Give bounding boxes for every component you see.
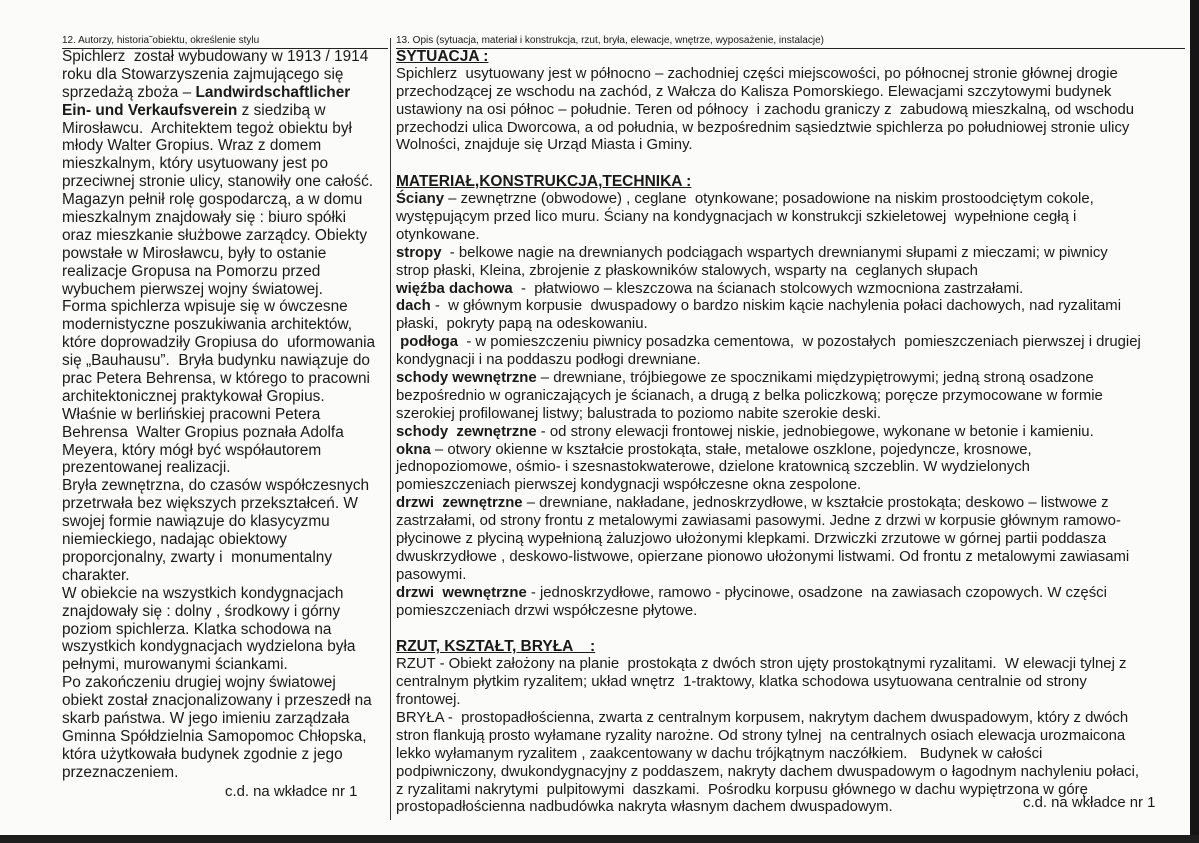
text-segment: centralnym płytkim ryzalitem; układ wnętrz 1-traktowy, klatka schodowa usytuowana centralnie od strony xyxy=(396,674,1087,691)
text-line xyxy=(62,459,388,477)
text-segment: swojej formie nawiązuje do klasycyzmu xyxy=(62,513,330,531)
text-line xyxy=(396,84,1186,102)
text-line xyxy=(62,209,388,227)
text-segment: Meyera, który mógł być współautorem xyxy=(62,441,322,459)
text-segment: - od strony elewacji frontowej niskie, jednobiegowe, wykonane w betonie i kamieniu. xyxy=(536,423,1094,440)
text-segment: RZUT - Obiekt założony na planie prostokąta z dwóch stron ujęty prostokątnymi ryzalitami. W elewacji tylnej z xyxy=(396,656,1127,673)
text-segment: - belkowe nagie na drewnianych podciągach wspartych drewnianymi słupami z mieczami; w piwnicy xyxy=(441,244,1108,261)
text-segment: szerokiej profilowanej listwy; balustrada to poziomo nabite szerokie deski. xyxy=(396,405,882,422)
text-segment: – drewniane, trójbiegowe ze spocznikami międzypiętrowymi; jedną stroną osadzone xyxy=(536,370,1094,387)
text-segment: przeznaczeniem. xyxy=(62,763,179,781)
text-line xyxy=(62,567,388,585)
text-line xyxy=(62,531,388,549)
scan-edge-bottom xyxy=(0,835,1199,843)
text-segment: zastrzałami, od strony frontu z metalowymi zawiasami pasowymi. Jedne z drzwi w korpusie głównym ramowo- xyxy=(396,513,1121,530)
text-line xyxy=(62,48,388,66)
text-segment: przeciwnej stronie ulicy, stanowiły one całość. xyxy=(62,173,374,191)
text-segment: która użytkowała budynek zgodnie z jego xyxy=(62,745,343,763)
text-line xyxy=(62,191,388,209)
text-segment: Gminna Spółdzielnia Samopomoc Chłopska, xyxy=(62,727,367,745)
text-line xyxy=(62,370,388,388)
text-segment: bezpośrednio w ograniczających je ścianach, a drugą z belka policzkową; poręcze przymocowane w formie xyxy=(396,387,1103,404)
text-segment: - jednoskrzydłowe, ramowo - płycinowe, osadzone na zawiasach czopowych. W części xyxy=(526,584,1107,601)
text-line xyxy=(62,352,388,370)
text-segment: Właśnie w berlińskiej pracowni Petera xyxy=(62,405,321,423)
text-segment: jednopoziomowe, ośmio- i szesnastokwaterowe, dzielone kratownicą szczeblin. W wydzielonych xyxy=(396,459,1030,476)
text-line xyxy=(62,227,388,245)
text-segment: wybuchem pierwszej wojny światowej. xyxy=(62,280,323,298)
text-segment: mieszkalnym znajdowały się : biuro spółki xyxy=(62,209,346,227)
text-segment: kondygnacji i na poddaszu podłogi drewniane. xyxy=(396,352,701,369)
text-segment: wszystkich kondygnacjach wydzielona była xyxy=(62,638,356,656)
text-line xyxy=(62,656,388,674)
text-segment: znajdowały się : dolny , środkowy i górny xyxy=(62,602,341,620)
text-segment: z siedzibą w xyxy=(237,101,326,119)
text-line xyxy=(396,567,1186,585)
text-segment: Po zakończeniu drugiej wojny światowej xyxy=(62,674,336,692)
text-line xyxy=(62,388,388,406)
bold-term: dach xyxy=(396,298,431,315)
text-segment: pomieszczeniach drzwi współczesne płytowe. xyxy=(396,602,698,619)
section-12-header: 12. Autorzy, historia˜obiektu, określenie stylu xyxy=(62,35,388,49)
text-segment: niemieckiego, nadając obiektowy xyxy=(62,531,288,549)
text-line xyxy=(396,710,1186,728)
text-segment: płaski, pokryty papą na odeskowaniu. xyxy=(396,316,648,333)
bold-term: okna xyxy=(396,441,431,458)
bold-term: drzwi zewnętrzne xyxy=(396,495,523,512)
text-segment: pomieszczeniach pierwszej kondygnacji współczesne okna zespolone. xyxy=(396,477,862,494)
text-segment: otynkowane. xyxy=(396,226,480,243)
bold-term: stropy xyxy=(396,244,442,261)
text-segment: skarb państwa. W jego imieniu zarządzała xyxy=(62,709,350,727)
text-line xyxy=(62,298,388,316)
text-segment: stron flankują prosto wyłamane ryzality narożne. Od strony tylnej na centralnych osiach elewacja urozmaicona xyxy=(396,727,1126,744)
text-segment: dwuskrzydłowe , deskowo-listwowe, opierzane pionowo ułożonymi listwami. Od frontu z metalowymi zawiasami xyxy=(396,548,1130,565)
text-segment: Spichlerz usytuowany jest w północno – zachodniej części miejscowości, po północnej stronie głównej drogie xyxy=(396,65,1118,82)
text-segment: Bryła zewnętrzna, do czasów współczesnych xyxy=(62,477,370,495)
text-line xyxy=(396,245,1186,263)
text-segment: architektonicznej praktykował Gropius. xyxy=(62,387,325,405)
text-segment: przetrwała bez większych przekształceń. W xyxy=(62,495,358,513)
text-line xyxy=(396,191,1186,209)
bold-term: Ein- und Verkaufsverein xyxy=(62,101,238,119)
text-segment: – drewniane, nakładane, jednoskrzydłowe, w kształcie prostokąta; deskowo – listwowe z xyxy=(522,495,1109,512)
text-line xyxy=(396,352,1186,370)
text-line xyxy=(62,513,388,531)
text-line xyxy=(62,549,388,567)
text-line xyxy=(396,424,1186,442)
text-line xyxy=(396,495,1186,513)
text-line xyxy=(62,263,388,281)
text-line xyxy=(396,459,1186,477)
text-segment: – otwory okienne w kształcie prostokąta, stałe, metalowe oszklone, pojedyncze, krosnowe, xyxy=(430,441,1032,458)
text-segment: Forma spichlerza wpisuje się w ówczesne xyxy=(62,298,348,316)
text-line xyxy=(62,621,388,639)
text-segment: przechodzi ulica Dworcowa, a od południa, w bezpośrednim sąsiedztwie spichlerza po południowej stronie ulicy xyxy=(396,119,1130,136)
text-segment: podpiwniczony, dwukondygnacyjny z poddaszem, nakryty dachem dwuspadowym o łagodnym nachyleniu połaci, xyxy=(396,763,1140,780)
text-line xyxy=(62,477,388,495)
text-line xyxy=(396,155,1186,173)
text-segment: Behrensa Walter Gropius poznała Adolfa xyxy=(62,423,344,441)
text-segment: realizacje Gropusa na Pomorzu przed xyxy=(62,262,321,280)
text-line xyxy=(62,66,388,84)
scan-edge-right xyxy=(1190,0,1199,843)
text-line xyxy=(62,424,388,442)
section-13-header: 13. Opis (sytuacja, materiał i konstrukcja, rzut, bryła, elewacje, wnętrze, wyposażenie, instalacje) xyxy=(396,35,1185,49)
text-segment: pasowymi. xyxy=(396,566,467,583)
text-segment: prostopadłościenna nadbudówka nakryta własnym dachem dwuspadowym. xyxy=(396,799,893,816)
text-segment: obiekt został znacjonalizowany i przeszedł na xyxy=(62,692,372,710)
text-segment: - w pomieszczeniu piwnicy posadzka cementowa, w pozostałych pomieszczeniach pierwszej i drugiej xyxy=(458,334,1141,351)
text-line xyxy=(62,120,388,138)
text-line xyxy=(62,495,388,513)
text-line xyxy=(396,137,1186,155)
text-segment: powstałe w Mirosławcu, były to ostanie xyxy=(62,244,327,262)
text-line xyxy=(396,728,1186,746)
text-segment: strop płaski, Kleina, zbrojenie z płaskowników stalowych, wsparty na ceglanych słupach xyxy=(396,262,978,279)
text-line xyxy=(396,102,1186,120)
text-line xyxy=(62,84,388,102)
text-line xyxy=(396,656,1186,674)
text-segment: – zewnętrzne (obwodowe) , ceglane otynkowane; posadowione na niskim prostoodciętym cokole, xyxy=(444,191,1094,208)
text-segment: mieszkalnym, który usytuowany jest po xyxy=(62,155,329,173)
text-line xyxy=(396,746,1186,764)
text-line xyxy=(62,710,388,728)
text-line xyxy=(396,585,1186,603)
text-line xyxy=(396,621,1186,639)
text-line xyxy=(396,442,1186,460)
text-line xyxy=(396,281,1186,299)
text-segment: Wolności, znajduje się Urząd Miasta i Gminy. xyxy=(396,137,693,154)
text-segment: prezentowanej realizacji. xyxy=(62,459,231,477)
text-line xyxy=(62,585,388,603)
bold-term: podłoga xyxy=(396,334,459,351)
text-line xyxy=(396,388,1186,406)
text-segment: modernistyczne poszukiwania architektów, xyxy=(62,316,352,334)
text-segment: poziom spichlerza. Klatka schodowa na xyxy=(62,620,332,638)
text-segment: sprzedażą zboża – xyxy=(62,83,196,101)
text-segment: które doprowadziły Gropiusa do uformowania xyxy=(62,334,376,352)
text-line xyxy=(396,334,1186,352)
text-segment: BRYŁA - prostopadłościenna, zwarta z centralnym korpusem, nakrytym dachem dwuspadowym, który z dwóch xyxy=(396,709,1129,726)
bold-term: schody zewnętrzne xyxy=(396,423,537,440)
text-line xyxy=(62,674,388,692)
section-heading xyxy=(396,638,1186,656)
text-line xyxy=(396,263,1186,281)
text-segment: Mirosławcu. Architektem tegoż obiektu był xyxy=(62,119,352,137)
text-line xyxy=(62,137,388,155)
bold-term: Ściany xyxy=(396,191,445,208)
text-line xyxy=(396,66,1186,84)
text-segment: W obiekcie na wszystkich kondygnacjach xyxy=(62,584,344,602)
text-segment: lekko wyłamanym ryzalitem , zaakcentowany w dachu trójkątnym naczółkiem. Budynek w całości xyxy=(396,745,1043,762)
text-segment: pełnymi, murowanymi ściankami. xyxy=(62,656,288,674)
bold-term: drzwi wewnętrzne xyxy=(396,584,527,601)
continuation-note-left: c.d. na wkładce nr 1 xyxy=(225,784,358,800)
text-line xyxy=(396,764,1186,782)
text-line xyxy=(396,370,1186,388)
text-segment: frontowej. xyxy=(396,692,461,709)
text-line xyxy=(396,692,1186,710)
continuation-note-right: c.d. na wkładce nr 1 xyxy=(1023,795,1156,811)
text-line xyxy=(62,334,388,352)
text-line xyxy=(62,316,388,334)
bold-term: schody wewnętrzne xyxy=(396,370,537,387)
heading-text: SYTUACJA : xyxy=(396,48,489,65)
text-segment: charakter. xyxy=(62,566,130,584)
text-line xyxy=(396,674,1186,692)
history-column xyxy=(62,48,388,782)
text-segment: roku dla Stowarzyszenia zajmującego się xyxy=(62,65,344,83)
text-line xyxy=(62,746,388,764)
heading-text: MATERIAŁ,KONSTRUKCJA,TECHNIKA : xyxy=(396,173,692,191)
bold-term: więźba dachowa xyxy=(396,280,513,297)
text-line xyxy=(62,281,388,299)
text-segment: z ryzalitami nakrytymi pulpitowymi daszkami. Pośrodku korpusu głównego w dachu wypiętrzona w górę xyxy=(396,781,1088,798)
text-segment: się „Bauhausu”. Bryła budynku nawiązuje do xyxy=(62,352,370,370)
text-line xyxy=(62,155,388,173)
heading-text: RZUT, KSZTAŁT, BRYŁA : xyxy=(396,638,596,656)
text-line xyxy=(396,531,1186,549)
text-segment: proporcjonalny, zwarty i monumentalny xyxy=(62,548,333,566)
text-segment: prac Petera Behrensa, w którego to pracowni xyxy=(62,370,370,388)
text-segment: - w głównym korpusie dwuspadowy o bardzo niskim kącie nachylenia połaci dachowych, nad ryzalitami xyxy=(430,298,1122,315)
text-segment: przechodzącej ze wschodu na zachód, z Wałcza do Kalisza Pomorskiego. Elewacjami szczytowymi budynek xyxy=(396,83,1112,100)
text-line xyxy=(396,549,1186,567)
text-line xyxy=(62,692,388,710)
text-segment: ustawiony na osi północ – południe. Teren od północy i zachodu graniczy z zabudową mieszkalną, od wschodu xyxy=(396,101,1135,118)
section-heading xyxy=(396,173,1186,191)
text-line xyxy=(396,227,1186,245)
text-line xyxy=(396,120,1186,138)
text-segment: Magazyn pełnił rolę gospodarczą, a w domu xyxy=(62,191,363,209)
text-line xyxy=(396,406,1186,424)
text-line xyxy=(396,316,1186,334)
text-line xyxy=(62,764,388,782)
text-segment: młody Walter Gropius. Wraz z domem xyxy=(62,137,322,155)
text-line xyxy=(62,728,388,746)
text-line xyxy=(62,603,388,621)
text-segment: - płatwiowo – kleszczowa na ścianach stolcowych wzmocniona zastrzałami. xyxy=(512,280,1024,297)
text-segment: oraz mieszkanie służbowe zarządcy. Obiekty xyxy=(62,226,368,244)
text-segment: występującym przed lico muru. Ściany na kondygnacjach w konstrukcji szkieletowej wypełnione cegłą i xyxy=(396,209,1077,226)
text-line xyxy=(62,638,388,656)
text-line xyxy=(62,102,388,120)
text-line xyxy=(396,603,1186,621)
text-line xyxy=(62,245,388,263)
text-line xyxy=(396,209,1186,227)
description-column xyxy=(396,48,1186,817)
column-divider xyxy=(390,38,391,820)
text-line xyxy=(62,406,388,424)
text-line xyxy=(62,173,388,191)
text-line xyxy=(396,513,1186,531)
bold-term: Landwirdschaftlicher xyxy=(195,83,351,101)
text-segment: płycinowe z płyciną wypełnioną żaluzjowo ułożonymi klepkami. Drzwiczki zrzutowe w górnej partii poddasza xyxy=(396,531,1107,548)
text-line xyxy=(396,477,1186,495)
text-line xyxy=(396,298,1186,316)
section-heading xyxy=(396,48,1186,66)
text-segment: Spichlerz został wybudowany w 1913 / 1914 xyxy=(62,48,369,65)
text-line xyxy=(62,442,388,460)
